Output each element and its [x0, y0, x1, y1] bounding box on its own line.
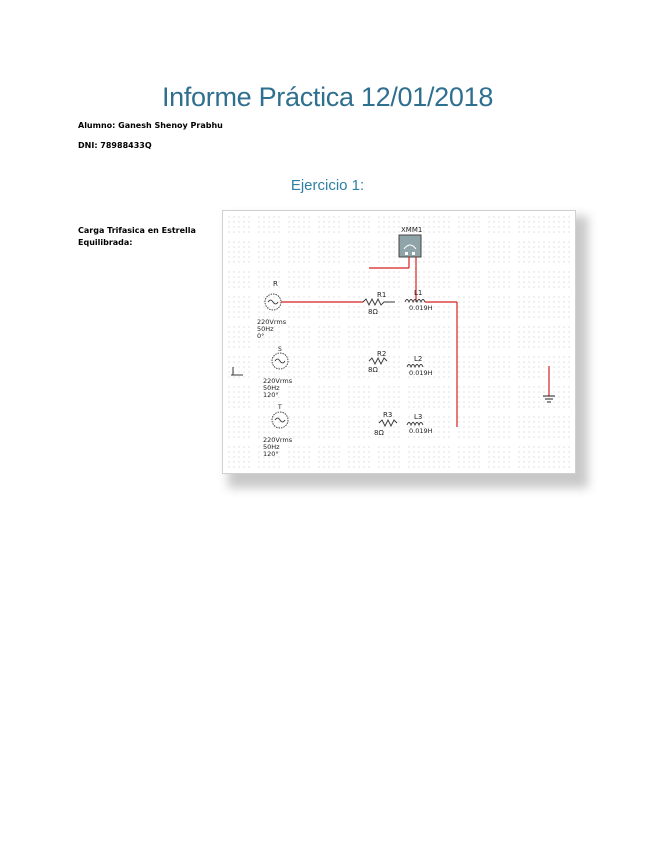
source-s-phase: 120°: [263, 391, 279, 399]
source-r-voltage: 220Vrms: [257, 318, 287, 326]
inductor-l2-name: L2: [414, 355, 423, 363]
circuit-canvas: [222, 210, 576, 474]
resistor-r3-name: R3: [383, 411, 393, 419]
circuit-figure: [222, 210, 592, 490]
resistor-r1-value: 8Ω: [368, 308, 378, 316]
student-dni: DNI: 78988433Q: [78, 141, 152, 150]
inductor-l3-value: 0.019H: [409, 427, 433, 435]
source-r-name: R: [273, 280, 278, 288]
document-title: Informe Práctica 12/01/2018: [161, 82, 494, 112]
source-r-phase: 0°: [257, 332, 265, 340]
inductor-l3-name: L3: [414, 413, 423, 421]
resistor-r2-value: 8Ω: [368, 366, 378, 374]
source-t-voltage: 220Vrms: [263, 436, 293, 444]
resistor-r2-name: R2: [377, 350, 387, 358]
inductor-l2-value: 0.019H: [409, 369, 433, 377]
source-t-name: T: [278, 404, 282, 411]
multimeter-label: XMM1: [401, 226, 423, 234]
student-name: Alumno: Ganesh Shenoy Prabhu: [78, 121, 223, 130]
exercise-heading: Ejercicio 1:: [290, 177, 365, 194]
source-t-phase: 120°: [263, 450, 279, 458]
figure-caption: Carga Trifasica en Estrella Equilibrada:: [78, 226, 196, 247]
circuit-diagram: [223, 211, 575, 473]
multimeter-icon: [399, 235, 421, 257]
source-r-freq: 50Hz: [257, 325, 274, 333]
source-s-freq: 50Hz: [263, 384, 280, 392]
inductor-l1-value: 0.019H: [409, 304, 433, 312]
resistor-r3-value: 8Ω: [374, 429, 384, 437]
source-s-name: S: [278, 346, 282, 353]
resistor-r1-name: R1: [377, 291, 387, 299]
source-s-voltage: 220Vrms: [263, 377, 293, 385]
inductor-l1-name: L1: [414, 289, 423, 297]
source-t-freq: 50Hz: [263, 443, 280, 451]
